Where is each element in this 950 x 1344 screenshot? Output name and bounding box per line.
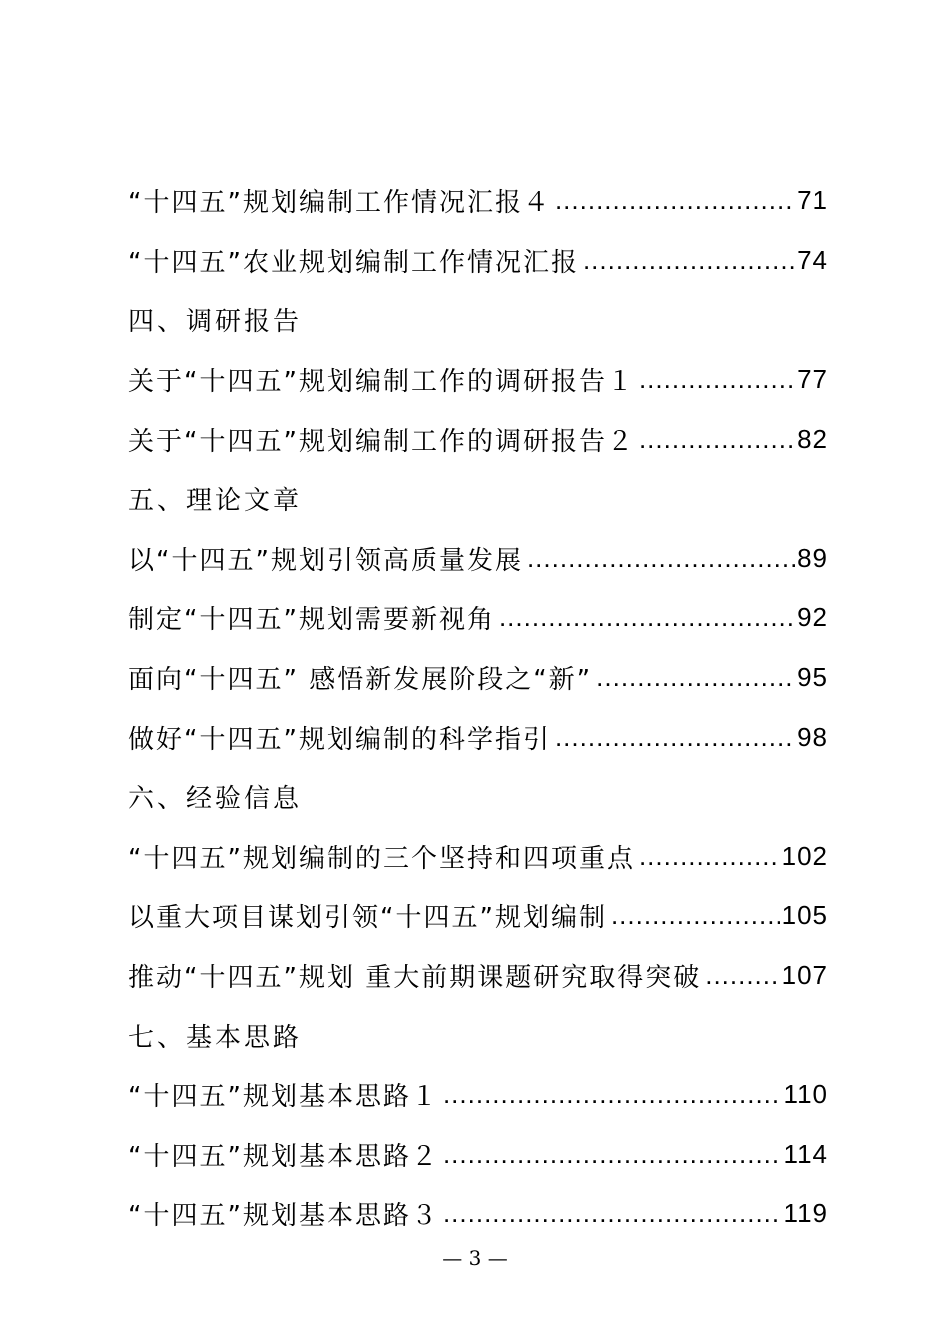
toc-entry-title: 关于“十四五”规划编制工作的调研报告２ [128,426,635,457]
toc-entry-title: “十四五”规划基本思路１ [128,1082,439,1113]
toc-entry[interactable] [128,171,828,231]
toc-dot-leader [583,245,795,276]
toc-entry-title: 面向“十四五” 感悟新发展阶段之“新” [128,665,593,696]
toc-entry[interactable] [128,588,828,648]
toc-entry[interactable] [128,1065,828,1125]
toc-page-number: 89 [797,542,828,573]
toc-entry-title: “十四五”规划编制的三个坚持和四项重点 [128,843,635,874]
toc-page-number: 71 [797,185,828,216]
toc-page-number: 95 [797,662,828,693]
toc-page-number: 82 [797,423,828,454]
toc-page-number: 77 [797,364,828,395]
toc-dot-leader [443,1198,782,1229]
toc-entry-title: 关于“十四五”规划编制工作的调研报告１ [128,367,635,398]
toc-page-number: 92 [797,602,828,633]
toc-entry[interactable] [128,827,828,887]
toc-dot-leader [555,185,795,216]
toc-page-number: 114 [783,1138,828,1169]
toc-entry-title: 推动“十四五”规划 重大前期课题研究取得突破 [128,963,702,994]
toc-entry[interactable] [128,1125,828,1185]
toc-entry-title: 制定“十四五”规划需要新视角 [128,605,495,636]
table-of-contents [128,171,828,1244]
toc-page-number: 107 [781,960,828,991]
toc-entry-title: “十四五”规划基本思路３ [128,1201,439,1232]
toc-section-heading [128,1005,828,1065]
toc-entry[interactable] [128,231,828,291]
toc-entry[interactable] [128,886,828,946]
toc-entry[interactable] [128,529,828,589]
toc-entry[interactable] [128,350,828,410]
toc-dot-leader [705,960,779,991]
toc-dot-leader [443,1079,782,1110]
toc-section-heading [128,469,828,529]
toc-section-title: 六、经验信息 [128,784,303,815]
toc-page-number: 119 [783,1198,828,1229]
toc-dot-leader [611,900,780,931]
toc-page-number: 74 [797,244,828,275]
toc-section-title: 七、基本思路 [128,1022,303,1053]
toc-dot-leader [443,1139,782,1170]
toc-entry-title: 以“十四五”规划引领高质量发展 [128,545,523,576]
toc-entry[interactable] [128,946,828,1006]
toc-dot-leader [527,543,795,574]
toc-entry-title: “十四五”规划基本思路２ [128,1141,439,1172]
toc-section-title: 五、理论文章 [128,486,303,517]
toc-page-number: 98 [797,721,828,752]
toc-dot-leader [639,364,795,395]
toc-entry-title: “十四五”农业规划编制工作情况汇报 [128,247,579,278]
toc-dot-leader [639,841,780,872]
toc-page-number: 110 [783,1079,828,1110]
toc-section-title: 四、调研报告 [128,307,303,338]
toc-dot-leader [639,424,795,455]
toc-page-number: 102 [781,840,828,871]
toc-section-heading [128,290,828,350]
page-number-footer: — 3 — [442,1246,508,1270]
toc-entry-title: 做好“十四五”规划编制的科学指引 [128,724,551,755]
toc-entry[interactable] [128,1184,828,1244]
toc-entry[interactable] [128,409,828,469]
toc-entry[interactable] [128,707,828,767]
toc-dot-leader [555,722,795,753]
toc-entry-title: 以重大项目谋划引领“十四五”规划编制 [128,903,607,934]
toc-section-heading [128,767,828,827]
toc-dot-leader [499,602,795,633]
toc-entry-title: “十四五”规划编制工作情况汇报４ [128,188,551,219]
toc-dot-leader [596,662,795,693]
toc-entry[interactable] [128,648,828,708]
toc-page-number: 105 [781,900,828,931]
